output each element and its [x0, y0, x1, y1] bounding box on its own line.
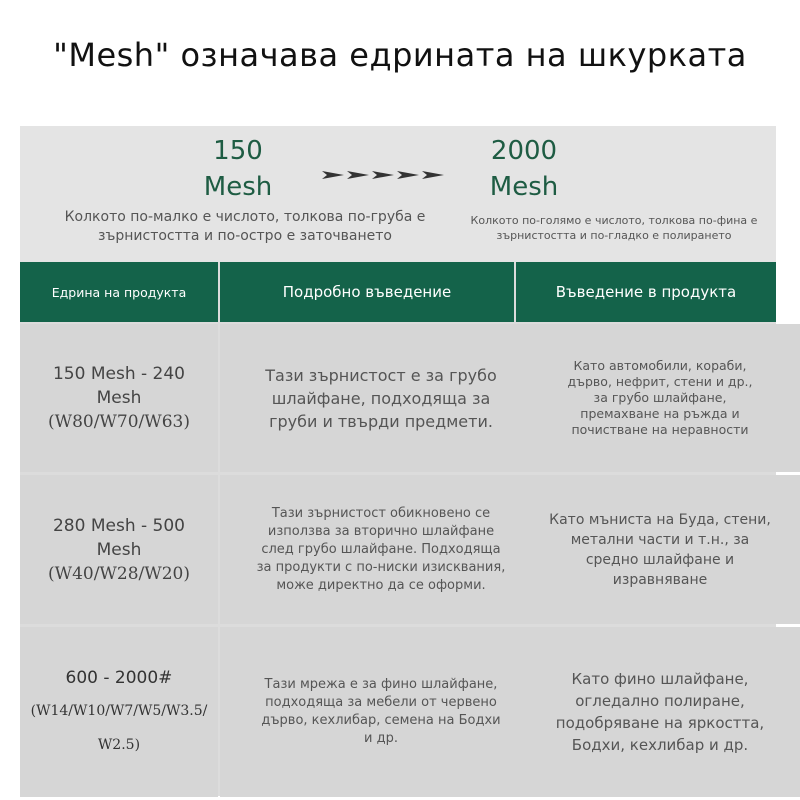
mesh-min-unit: Mesh	[203, 172, 273, 202]
intro-text: Като фино шлайфане, огледално полиране, подобряване на яркостта, Бодхи, кехлибар и др.	[555, 670, 765, 754]
table-row-3-intro	[516, 627, 800, 797]
detail-text: Тази зърнистост е за грубо шлайфане, подходяща за груби и твърди предмети.	[265, 365, 497, 431]
header-detailed-intro: Подробно въведение	[220, 262, 514, 322]
table-row-2-intro	[516, 475, 800, 624]
grade-line: (W80/W70/W63)	[47, 412, 191, 432]
grade-line: 600 - 2000#	[65, 668, 173, 688]
table-row-3-detail	[220, 627, 542, 797]
mesh-max-unit: Mesh	[489, 172, 559, 202]
coarse-description: Колкото по-малко е числото, толкова по-груба е зърнистостта и по-остро е заточването	[64, 209, 426, 244]
grade-line: W2.5)	[97, 737, 141, 753]
detail-text: Тази зърнистост обикновено се използва за вторично шлайфане след грубо шлайфане. Подходяща за продукти с по-ниски изисквания, може директно да се оформи.	[256, 505, 506, 593]
grade-line: (W40/W28/W20)	[47, 563, 191, 584]
grade-line: Mesh	[96, 539, 142, 560]
table-row-3-grade	[20, 627, 218, 797]
table-row-2-grade	[20, 475, 218, 624]
intro-text: Като мъниста на Буда, стени, метални части и т.н., за средно шлайфане и изравняване	[549, 511, 771, 588]
table-row-2-detail	[220, 475, 542, 624]
table-row-1-grade	[20, 324, 218, 472]
mesh-max-number: 2000	[490, 136, 558, 166]
header-grit-size: Едрина на продукта	[20, 262, 218, 322]
mesh-min-label	[178, 133, 298, 205]
grade-line: 280 Mesh - 500	[52, 515, 185, 536]
table-row-1-detail	[220, 324, 542, 472]
mesh-min-number: 150	[213, 136, 263, 166]
mesh-max-label	[464, 133, 584, 205]
detail-text: Тази мрежа е за фино шлайфане, подходяща за мебели от червено дърво, кехлибар, семена на Бодхи и др.	[261, 677, 501, 746]
progression-arrows-icon	[322, 164, 446, 186]
table-row-1-intro	[516, 324, 800, 472]
page-title: "Mesh" означава едрината на шкурката	[53, 36, 747, 74]
header-product-intro: Въведение в продукта	[516, 262, 776, 322]
fine-description: Колкото по-голямо е числото, толкова по-фина е зърнистостта и по-гладко е полирането	[470, 214, 758, 242]
grade-line: (W14/W10/W7/W5/W3.5/	[30, 703, 208, 719]
grade-line: 150 Mesh - 240	[52, 364, 185, 384]
intro-text: Като автомобили, кораби, дърво, нефрит, стени и др., за грубо шлайфане, премахване на ръжда и почистване на неравности	[567, 358, 753, 437]
grade-line: Mesh	[96, 388, 142, 408]
